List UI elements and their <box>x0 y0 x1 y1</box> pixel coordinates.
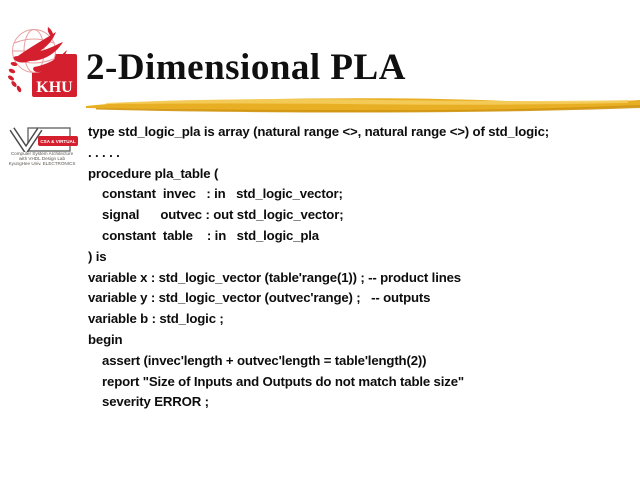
lab-badge-label: CSA & VIRTUAL <box>40 139 76 144</box>
page-title: 2-Dimensional PLA <box>86 47 406 88</box>
khu-logo-label: KHU <box>36 79 73 96</box>
code-line: report "Size of Inputs and Outputs do not match table size" <box>88 373 464 389</box>
code-line: variable b : std_logic ; <box>88 311 224 327</box>
vhdl-code-block <box>88 122 638 413</box>
lab-logo-captions <box>4 151 80 166</box>
lab-caption-line: KyungHee Univ. ELECTRONICS <box>8 161 76 166</box>
code-line: signal outvec : out std_logic_vector; <box>88 207 344 223</box>
code-line: variable x : std_logic_vector (table'range(1)) ; -- product lines <box>88 269 461 285</box>
gold-brush-underline-icon <box>86 91 640 119</box>
code-line: severity ERROR ; <box>88 394 209 410</box>
code-line: variable y : std_logic_vector (outvec'range) ; -- outputs <box>88 290 431 306</box>
lab-caption-line: Computer System Architecture <box>10 151 74 156</box>
vhdl-lab-logo-icon <box>6 126 80 152</box>
code-line: assert (invec'length + outvec'length = table'length(2)) <box>88 352 427 368</box>
code-line: constant table : in std_logic_pla <box>88 227 319 243</box>
code-line: constant invec : in std_logic_vector; <box>88 186 343 202</box>
khu-university-logo-icon <box>4 21 82 99</box>
code-line: procedure pla_table ( <box>88 165 219 181</box>
code-line: . . . . . <box>88 144 120 160</box>
lab-caption-line: with VHDL Design Lab <box>18 156 66 161</box>
code-line: ) is <box>88 248 107 264</box>
code-line: begin <box>88 331 123 347</box>
code-line: type std_logic_pla is array (natural range <>, natural range <>) of std_logic; <box>88 124 549 139</box>
